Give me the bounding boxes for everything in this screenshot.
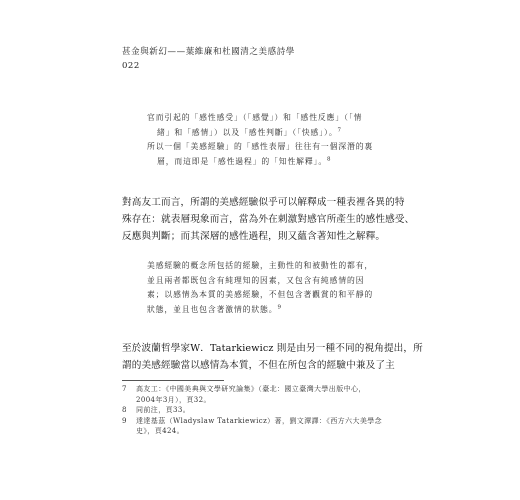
- footnote-first-line: [122, 384, 404, 395]
- body-paragraph-1: [122, 194, 415, 245]
- footnote-ref: 7: [337, 126, 342, 133]
- footnote-text: 高友工：《中國美典與文學研究論集》（臺北：國立臺灣大學出版中心，: [136, 385, 366, 393]
- footnote-7: [122, 384, 404, 405]
- paragraph-line: 反應與判斷；而其深層的感性過程，則又蘊含著知性之解釋。: [122, 231, 386, 242]
- footnotes: [122, 384, 404, 437]
- quote-line: [147, 155, 399, 170]
- quote-line: [147, 303, 392, 318]
- paragraph-line: 殊存在：就表層現象而言，當為外在刺激對感官所產生的感性感受、: [122, 214, 415, 225]
- quote-line: 官而引起的「感性感受」（「感覺」）和「感性反應」（「情: [147, 113, 363, 122]
- footnote-ref: 9: [277, 303, 282, 310]
- footnote-first-line: [122, 416, 404, 427]
- footnote-ref: 8: [327, 155, 332, 162]
- block-quote-1: [147, 111, 399, 169]
- footnote-number: 8: [122, 406, 127, 415]
- body-paragraph-2: [122, 340, 423, 374]
- quote-line-text: 狀態，並且也包含著激情的狀態。: [147, 304, 278, 314]
- footnote-8: [122, 405, 404, 416]
- quote-line: [147, 126, 399, 141]
- footnote-text: 同前注，頁33。: [136, 406, 191, 415]
- footnote-number: 9: [122, 416, 127, 425]
- paragraph-line: 至於波蘭哲學家W．Tatarkiewicz 則是由另一種不同的視角提出，所: [122, 343, 423, 354]
- footnote-first-line: [122, 405, 404, 416]
- footnote-text: 達達基茲（Wladyslaw Tatarkiewicz）著，劉文潭譯：《西方六大美學念: [136, 416, 383, 425]
- quote-line-text: 層，而這即是「感性過程」的「知性解釋」。: [157, 156, 328, 166]
- quote-line-text: 緒」和「感情」）以及「感性判斷」（「快感」）。: [157, 127, 338, 137]
- paragraph-line: 謂的美感經驗當以感情為本質，不但在所包含的經驗中兼及了主: [122, 360, 395, 371]
- footnote-text: 2004年3月），頁32。: [136, 395, 211, 404]
- paragraph-line: 對高友工而言，所謂的美感經驗似乎可以解釋成一種表裡各異的特: [122, 197, 405, 208]
- page-number: 022: [122, 61, 140, 71]
- footnote-number: 7: [122, 385, 127, 393]
- footnote-divider: [122, 380, 224, 381]
- footnote-9: [122, 416, 404, 437]
- footnote-text: 史》，頁424。: [136, 427, 185, 436]
- quote-line: 所以一個「美感經驗」的「感性表層」往往有一個深潛的裏: [147, 142, 374, 151]
- quote-line: 並且兩者都既包含有純理知的因素，又包含有純感情的因: [147, 275, 365, 285]
- quote-line: 美感經驗的概念所包括的經驗，主動性的和被動性的都有，: [147, 261, 374, 270]
- running-head: 甚金與新幻——葉維廉和杜國清之美感詩學: [122, 47, 295, 57]
- quote-line: 素；以感情為本質的美感經驗，不但包含著觀賞的和平靜的: [147, 290, 374, 299]
- block-quote-2: [147, 259, 392, 317]
